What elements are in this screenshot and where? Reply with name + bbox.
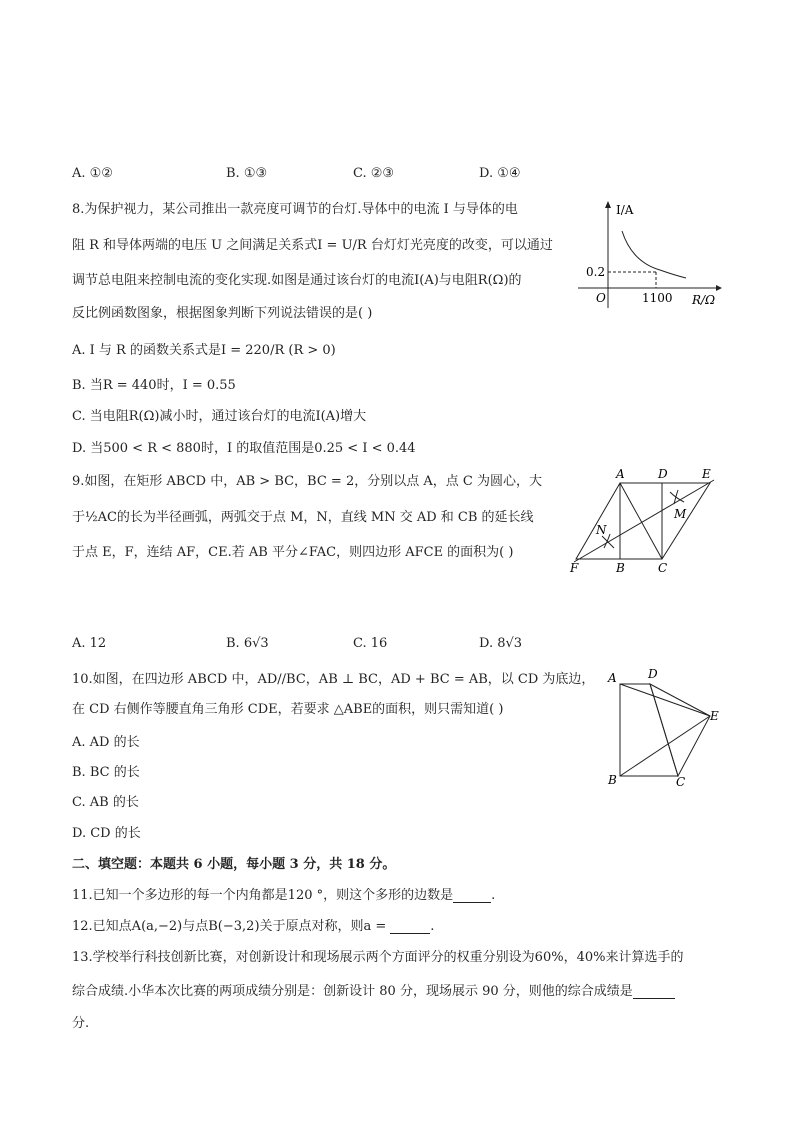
diagonal-ac	[620, 483, 662, 559]
q9-option-c: C. 16	[353, 636, 388, 651]
q10-option-d: D. CD 的长	[72, 826, 141, 841]
inverse-curve	[622, 231, 686, 278]
q9-figure	[558, 462, 728, 578]
q13-stem-line2	[72, 980, 675, 999]
q13-text-line2: 综合成绩.小华本次比赛的两项成绩分别是：创新设计 80 分，现场展示 90 分，则他的综合成绩是	[72, 984, 633, 999]
x-tick-label: 1100	[642, 291, 673, 305]
q8-graph	[570, 196, 730, 312]
q7-option-a: A. ①②	[72, 166, 113, 181]
label-e: E	[702, 467, 711, 481]
q10-stem-line2: 在 CD 右侧作等腰直角三角形 CDE，若要求 △ABE的面积，则只需知道( )	[72, 702, 504, 717]
q12-text: 12.已知点A(a,−2)与点B(−3,2)关于原点对称，则a =	[72, 919, 387, 934]
q13-stem-line3: 分.	[72, 1016, 90, 1031]
label-a: A	[608, 671, 617, 685]
q7-option-d: D. ①④	[479, 166, 521, 181]
q10-stem-line1: 10.如图，在四边形 ABCD 中，AD//BC，AB ⊥ BC，AD + BC = AB，以 CD 为底边，	[72, 672, 595, 687]
q8-stem-line1: 8.为保护视力，某公司推出一款亮度可调节的台灯.导体中的电流 I 与导体的电	[72, 202, 518, 217]
label-d: D	[648, 667, 658, 681]
q8-option-b: B. 当R = 440时，I = 0.55	[72, 378, 236, 393]
q7-option-c: C. ②③	[353, 166, 395, 181]
label-m: M	[674, 507, 687, 521]
x-axis-arrow	[716, 285, 722, 291]
q11-stem: 11.已知一个多边形的每一个内角都是120 °，则这个多形的边数是 .	[72, 888, 496, 903]
q7-option-b: B. ①③	[226, 166, 268, 181]
q10-figure	[598, 664, 738, 792]
q12-stem: 12.已知点A(a,−2)与点B(−3,2)关于原点对称，则a = .	[72, 919, 435, 934]
q9-option-b: B. 6√3	[226, 636, 269, 651]
y-axis-arrow	[605, 201, 611, 208]
label-e: E	[710, 709, 719, 723]
origin-label: O	[596, 291, 606, 305]
label-d: D	[658, 467, 668, 481]
q8-stem-line3: 调节总电阻来控制电流的变化实现.如图是通过该台灯的电流I(A)与电阻R(Ω)的	[72, 273, 522, 288]
label-c: C	[676, 775, 686, 789]
q9-stem-line3: 于点 E，F，连结 AF，CE.若 AB 平分∠FAC，则四边形 AFCE 的面积为( )	[72, 545, 514, 560]
q9-option-d: D. 8√3	[479, 636, 523, 651]
label-f: F	[570, 561, 579, 575]
q9-option-a: A. 12	[72, 636, 107, 651]
quad-abcd	[620, 684, 678, 776]
q8-option-c: C. 当电阻R(Ω)减小时，通过该台灯的电流I(A)增大	[72, 409, 367, 424]
label-b: B	[616, 561, 625, 575]
label-a: A	[616, 467, 625, 481]
segment-ae	[620, 684, 710, 716]
q8-stem-line2: 阻 R 和导体两端的电压 U 之间满足关系式I = U/R 台灯灯光亮度的改变，可以通过	[72, 238, 553, 253]
q11-text: 11.已知一个多边形的每一个内角都是120 °，则这个多形的边数是	[72, 888, 454, 903]
q9-stem-line1: 9.如图，在矩形 ABCD 中，AB > BC，BC = 2，分别以点 A，点 C 为圆心，大	[72, 474, 542, 489]
y-axis-label: I/A	[616, 203, 634, 217]
line-mn	[574, 480, 714, 562]
label-c: C	[658, 561, 668, 575]
q8-option-d: D. 当500 < R < 880时，I 的取值范围是0.25 < I < 0.44	[72, 441, 416, 456]
q10-option-c: C. AB 的长	[72, 795, 139, 810]
q13-stem-line1: 13.学校举行科技创新比赛，对创新设计和现场展示两个方面评分的权重分别设为60%，40%来计算选手的	[72, 950, 684, 965]
section-heading: 二、填空题：本题共 6 小题，每小题 3 分，共 18 分。	[72, 857, 396, 872]
q11-answer-blank[interactable]	[453, 890, 491, 903]
q9-stem-line2: 于½AC的长为半径画弧，两弧交于点 M，N，直线 MN 交 AD 和 CB 的延长线	[72, 510, 534, 525]
q10-option-b: B. BC 的长	[72, 765, 140, 780]
q8-stem-line4: 反比例函数图象，根据图象判断下列说法错误的是( )	[72, 306, 373, 321]
q10-option-a: A. AD 的长	[72, 735, 140, 750]
q8-option-a: A. I 与 R 的函数关系式是I = 220/R (R > 0)	[72, 343, 336, 358]
arc-n-1	[602, 536, 614, 548]
label-n: N	[596, 523, 607, 537]
x-axis-label: R/Ω	[692, 293, 716, 307]
q12-answer-blank[interactable]	[390, 921, 430, 934]
segment-be	[620, 716, 710, 776]
y-tick-label: 0.2	[586, 265, 606, 279]
label-b: B	[608, 773, 617, 787]
q13-answer-blank[interactable]	[633, 986, 675, 999]
